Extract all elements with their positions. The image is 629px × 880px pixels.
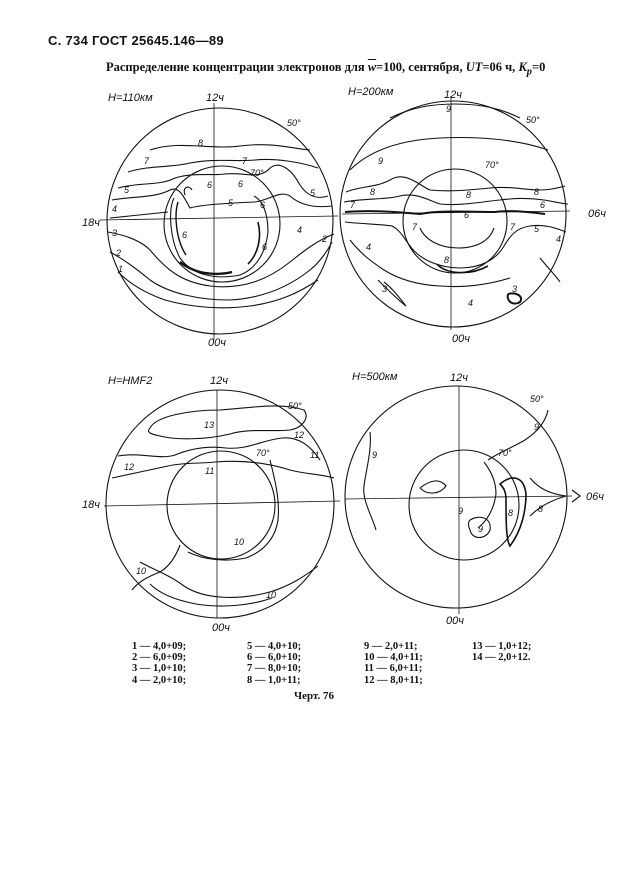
legend-item: 7 — 8,0+10; bbox=[247, 663, 302, 675]
contour-label: 6 bbox=[260, 200, 266, 210]
contour-8-spike bbox=[530, 478, 566, 516]
panel-2-lat-inner: 70° bbox=[485, 160, 499, 170]
legend-item: 6 — 6,0+10; bbox=[247, 652, 302, 664]
contour-label: 8 bbox=[444, 255, 450, 265]
contour-9-small bbox=[420, 481, 446, 493]
panel-2-bottom-label: 00ч bbox=[452, 333, 470, 345]
contour-label: 10 bbox=[234, 537, 245, 547]
contour-label: 8 bbox=[538, 504, 544, 514]
contour-label: 9 bbox=[458, 506, 464, 516]
contour-label: 12 bbox=[294, 430, 305, 440]
panel-2-height-label: H=200км bbox=[348, 86, 394, 98]
legend-column-1 bbox=[132, 641, 186, 686]
legend-item: 3 — 1,0+10; bbox=[132, 663, 187, 675]
panel-4-bottom-label: 00ч bbox=[446, 615, 464, 627]
contour-label: 10 bbox=[136, 566, 147, 576]
dawn-dusk-line bbox=[345, 496, 572, 499]
contour-6-inner bbox=[176, 202, 186, 255]
panel-4 bbox=[345, 386, 580, 614]
contour-label: 13 bbox=[204, 420, 215, 430]
legend-item: 11 — 6,0+11; bbox=[364, 663, 423, 675]
outer-circle-50 bbox=[345, 386, 567, 608]
contour-small-loop bbox=[184, 187, 192, 195]
contour-label: 9 bbox=[446, 104, 452, 114]
legend-item: 10 — 4,0+11; bbox=[364, 652, 423, 664]
legend-item: 9 — 2,0+11; bbox=[364, 641, 418, 652]
contour-4-right bbox=[540, 258, 560, 282]
legend-item: 8 — 1,0+11; bbox=[247, 674, 301, 686]
contour-5 bbox=[112, 189, 332, 208]
contour-label: 9 bbox=[378, 156, 384, 166]
legend-column-2 bbox=[247, 641, 301, 686]
inner-circle-70 bbox=[164, 166, 280, 282]
contour-label: 4 bbox=[468, 298, 474, 308]
contour-label: 5 bbox=[534, 224, 540, 234]
dawn-dusk-line bbox=[104, 501, 340, 506]
contour-label: 11 bbox=[205, 466, 215, 476]
title-kp-symbol: K bbox=[518, 60, 527, 74]
panel-1-height-label: H=110км bbox=[108, 92, 153, 104]
legend-item: 2 — 6,0+09; bbox=[132, 652, 187, 664]
legend-item: 12 — 8,0+11; bbox=[364, 674, 423, 686]
panel-4-right-label: 06ч bbox=[586, 491, 604, 503]
contour-label: 6 bbox=[207, 180, 213, 190]
title-ut-value: =06 ч, bbox=[482, 60, 519, 74]
contour-5-inner bbox=[248, 222, 260, 264]
contour-label: 7 bbox=[350, 200, 356, 210]
contour-9-arc bbox=[478, 462, 496, 528]
contour-6 bbox=[118, 165, 328, 197]
contour-3 bbox=[108, 232, 334, 287]
contour-label: 9 bbox=[372, 450, 378, 460]
contour-8 bbox=[150, 145, 310, 150]
contour-label: 4 bbox=[366, 242, 372, 252]
title-w-value: =100, сентября, bbox=[376, 60, 466, 74]
contour-heavy-arc bbox=[180, 262, 232, 274]
panel-1-bottom-label: 00ч bbox=[208, 337, 226, 349]
panel-3-top-label: 12ч bbox=[210, 375, 228, 387]
outer-circle-50 bbox=[340, 101, 566, 327]
contour-tip bbox=[572, 490, 580, 502]
contour-label: 8 bbox=[508, 508, 514, 518]
contour-label: 12 bbox=[124, 462, 135, 472]
contour-9-left bbox=[364, 432, 376, 530]
panel-3-lat-inner: 70° bbox=[256, 448, 270, 458]
outer-circle-50 bbox=[106, 390, 334, 618]
panel-1-lat-inner: 70° bbox=[250, 168, 264, 178]
contour-inner-cap bbox=[420, 228, 494, 248]
contour-label: 10 bbox=[266, 590, 277, 600]
panel-1-lat-outer: 50° bbox=[287, 118, 301, 128]
panel-2 bbox=[340, 96, 570, 330]
figure-caption: Черт. 76 bbox=[294, 690, 335, 702]
contour-label: 7 bbox=[510, 222, 516, 232]
contour-8 bbox=[346, 177, 565, 192]
panel-2-right-label: 06ч bbox=[588, 208, 606, 220]
contour-11 bbox=[112, 461, 334, 478]
contour-label: 11 bbox=[310, 450, 320, 460]
title-prefix: Распределение концентрации электронов для bbox=[106, 60, 368, 74]
contour-label: 2 bbox=[116, 248, 122, 258]
title-kp-sub: p bbox=[526, 66, 532, 78]
contour-label: 1 bbox=[118, 264, 124, 274]
contour-label: 6 bbox=[540, 200, 546, 210]
panel-3-lat-outer: 50° bbox=[288, 401, 302, 411]
contour-label: 8 bbox=[198, 138, 204, 148]
contour-label: 4 bbox=[297, 225, 303, 235]
inner-circle-70 bbox=[403, 169, 507, 273]
title-ut-symbol: UT bbox=[465, 60, 483, 74]
contour-label: 3 bbox=[512, 284, 518, 294]
panel-1-top-label: 12ч bbox=[206, 92, 224, 104]
inner-circle-70 bbox=[167, 451, 275, 559]
contour-3-right bbox=[508, 293, 521, 303]
panel-4-height-label: H=500км bbox=[352, 371, 398, 383]
panel-4-lat-inner: 70° bbox=[498, 448, 512, 458]
contour-label: 8 bbox=[534, 187, 540, 197]
contour-13 bbox=[148, 406, 306, 439]
contour-label: 6 bbox=[464, 210, 470, 220]
panel-3-bottom-label: 00ч bbox=[212, 622, 230, 634]
title-w-symbol: $\overline{w}$ bbox=[367, 60, 377, 74]
legend-item: 5 — 4,0+10; bbox=[247, 641, 302, 652]
contour-label: 6 bbox=[238, 179, 244, 189]
inner-circle-70 bbox=[409, 450, 519, 560]
panel-1 bbox=[100, 103, 338, 340]
legend-item: 14 — 2,0+12. bbox=[472, 652, 531, 664]
legend-item: 13 — 1,0+12; bbox=[472, 641, 532, 652]
contour-5 bbox=[345, 222, 566, 268]
contour-label: 6 bbox=[182, 230, 188, 240]
contour-label: 7 bbox=[412, 222, 418, 232]
contour-12 bbox=[118, 438, 320, 460]
contour-label: 6 bbox=[262, 242, 268, 252]
panel-4-lat-outer: 50° bbox=[530, 394, 544, 404]
panel-4-top-label: 12ч bbox=[450, 372, 468, 384]
contour-1 bbox=[118, 272, 318, 308]
panel-2-lat-outer: 50° bbox=[526, 115, 540, 125]
dawn-dusk-line bbox=[100, 216, 338, 220]
legend-column-4 bbox=[472, 641, 531, 663]
contour-label: 3 bbox=[112, 228, 118, 238]
contour-4-left bbox=[110, 212, 168, 218]
contour-label: 2 bbox=[322, 234, 328, 244]
contour-label: 4 bbox=[112, 204, 118, 214]
contour-label: 9 bbox=[478, 524, 484, 534]
contour-label: 7 bbox=[144, 156, 150, 166]
panel-3-left-label: 18ч bbox=[82, 499, 100, 511]
contour-label: 8 bbox=[466, 190, 472, 200]
legend-item: 1 — 4,0+09; bbox=[132, 641, 187, 652]
contour-label: 3 bbox=[382, 284, 388, 294]
panel-3-height-label: H=HMF2 bbox=[108, 375, 153, 387]
title-kp-value: =0 bbox=[531, 60, 546, 74]
contour-label: 8 bbox=[370, 187, 376, 197]
contour-label: 5 bbox=[310, 188, 316, 198]
legend-item: 4 — 2,0+10; bbox=[132, 674, 187, 686]
panel-3 bbox=[104, 390, 340, 618]
legend-column-3 bbox=[364, 641, 423, 686]
contour-9-right bbox=[488, 410, 548, 460]
panel-2-top-label: 12ч bbox=[444, 89, 462, 101]
contour-label: 5 bbox=[228, 198, 234, 208]
contour-label: 4 bbox=[556, 234, 562, 244]
contour-label: 5 bbox=[124, 185, 130, 195]
panel-1-left-label: 18ч bbox=[82, 217, 100, 229]
page-header: С. 734 ГОСТ 25645.146—89 bbox=[48, 33, 224, 48]
contour-label: 9 bbox=[534, 422, 540, 432]
contour-label: 7 bbox=[242, 156, 248, 166]
